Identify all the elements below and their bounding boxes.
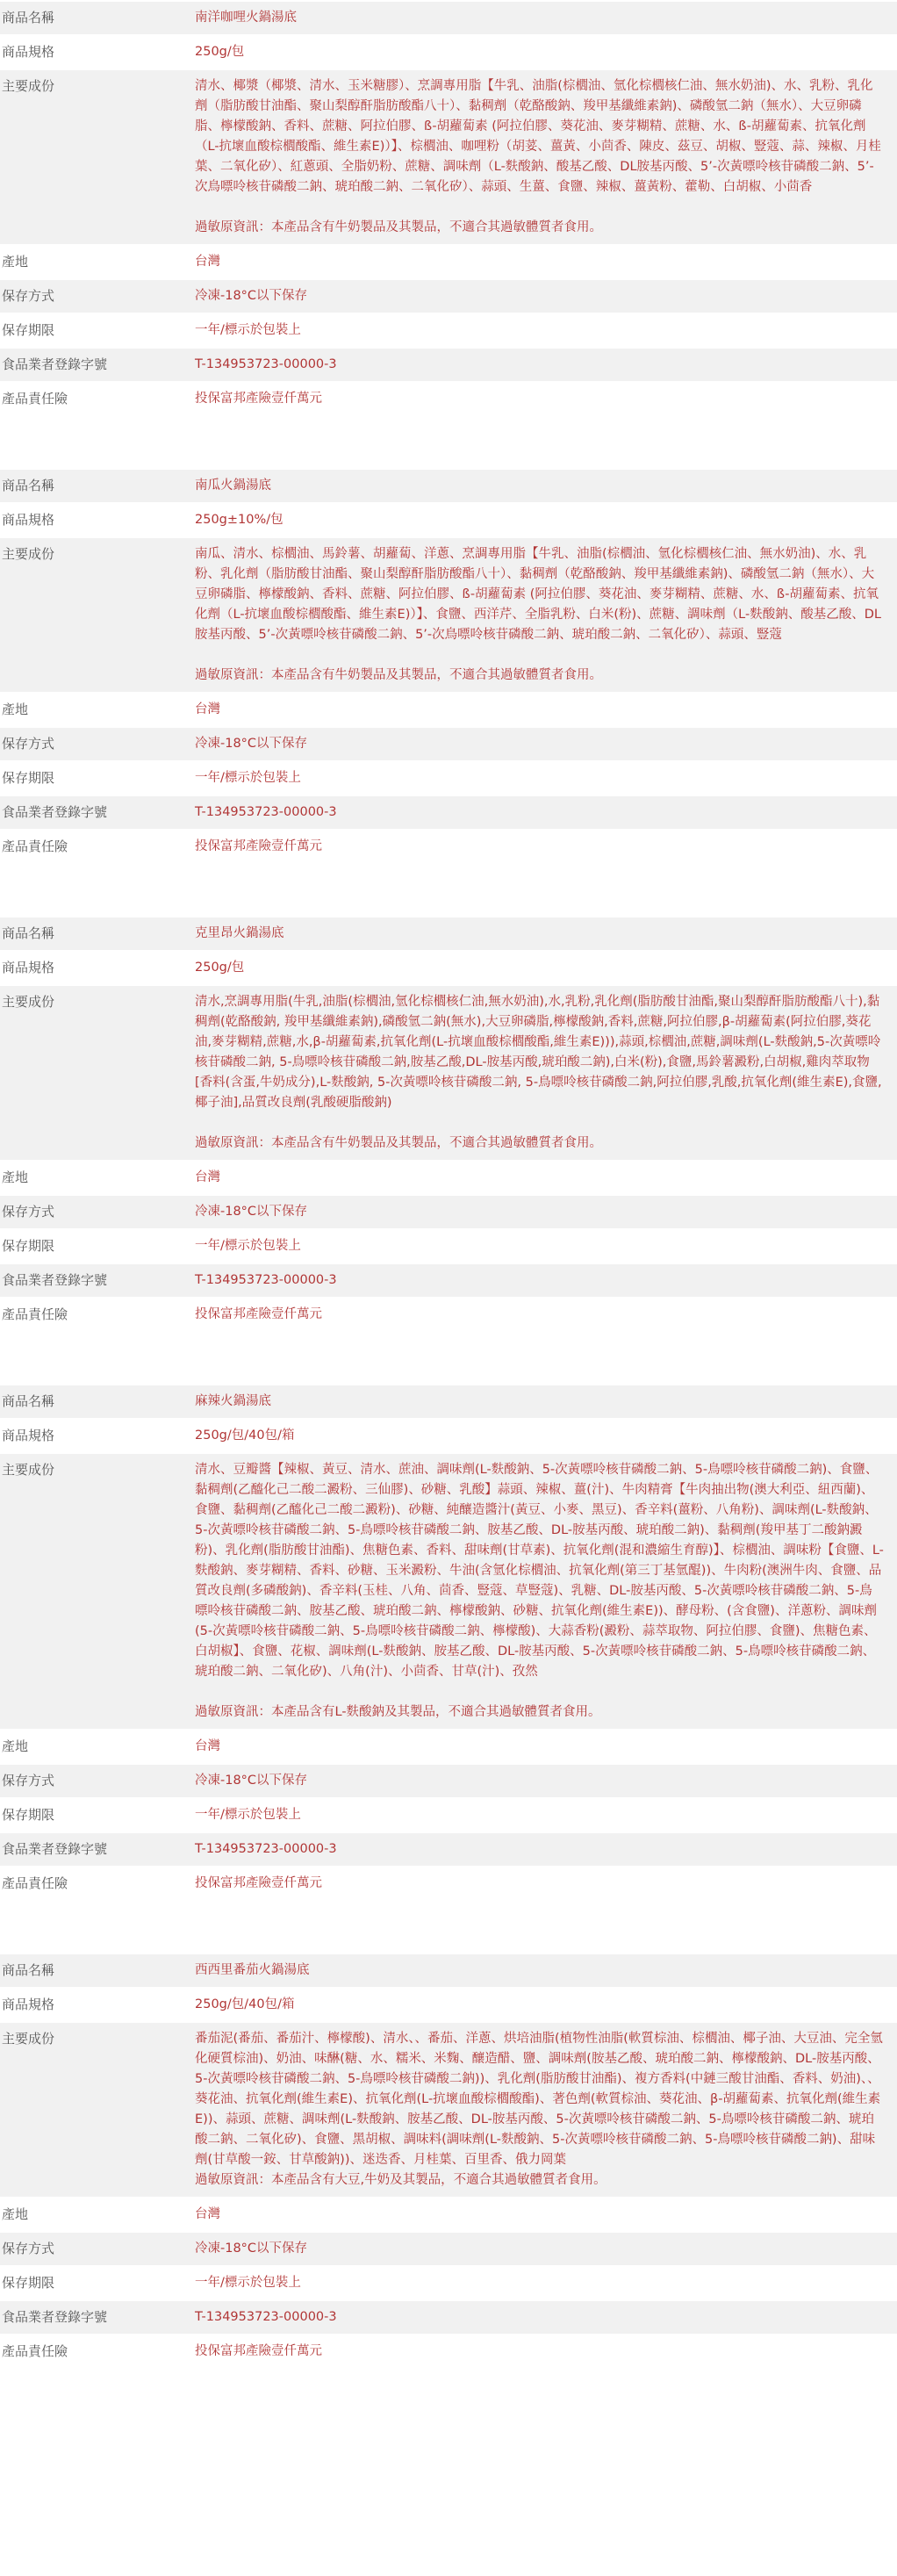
allergen-text: 過敏原資訊：本產品含有大豆,牛奶及其製品，不適合其過敏體質者食用。	[195, 2173, 606, 2187]
row-spec	[0, 1989, 897, 2023]
value-storage: 冷凍-18°C以下保存	[195, 1774, 308, 1788]
value-storage: 冷凍-18°C以下保存	[195, 289, 308, 303]
row-registration	[0, 796, 897, 831]
label-origin: 產地	[2, 1738, 29, 1754]
value-origin: 台灣	[195, 255, 220, 269]
value-storage: 冷凍-18°C以下保存	[195, 2241, 308, 2256]
row-ingredients	[0, 2023, 897, 2198]
value-ingredients	[195, 986, 897, 1160]
ingredients-text: 番茄泥(番茄、番茄汁、檸檬酸)、清水、、番茄、洋蔥、烘培油脂(植物性油脂(軟質棕油、棕櫚油、椰子油、大豆油、完全氫化硬質棕油)、奶油、味醂(糖、水、糯米、米麴、釀造醋、鹽、調味劑(胺基乙酸、琥珀酸二鈉、檸檬酸鈉、DL-胺基丙酸、5-次黃嘌呤核苷磷酸二鈉、5-鳥嘌呤核苷磷酸二鈉))、乳化劑(脂肪酸甘油酯)、複方香料(中鏈三酸甘油酯、香料、奶油)、、葵花油、抗氧化劑(維生素E)、抗氧化劑(L-抗壞血酸棕櫚酸酯)、著色劑(軟質棕油、葵花油、β-胡蘿蔔素、抗氧化劑(維生素E))、蒜頭、蔗糖、調味劑(L-麩酸鈉、胺基乙酸、DL-胺基丙酸、5-次黃嘌呤核苷磷酸二鈉、5-鳥嘌呤核苷磷酸二鈉、琥珀酸二鈉、二氧化矽)、食鹽、黑胡椒、調味料(調味劑(L-麩酸鈉、5-次黃嘌呤核苷磷酸二鈉、5-鳥嘌呤核苷磷酸二鈉)、甜味劑(甘草酸一銨、甘草酸鈉))、迷迭香、月桂葉、百里香、俄力岡葉	[195, 2032, 883, 2167]
label-shelf-life: 保存期限	[2, 770, 55, 786]
label-ingredients: 主要成份	[2, 994, 55, 1010]
row-insurance	[0, 2335, 897, 2370]
row-storage	[0, 1196, 897, 1230]
row-shelf-life	[0, 1799, 897, 1833]
value-name: 南洋咖哩火鍋湯底	[195, 11, 297, 25]
value-insurance: 投保富邦產險壹仟萬元	[195, 1876, 322, 1890]
row-shelf-life	[0, 314, 897, 349]
label-name: 商品名稱	[2, 1962, 55, 1978]
label-storage: 保存方式	[2, 1204, 55, 1220]
label-origin: 產地	[2, 2206, 29, 2222]
label-shelf-life: 保存期限	[2, 1238, 55, 1254]
row-ingredients	[0, 538, 897, 694]
row-origin	[0, 1162, 897, 1196]
label-registration: 食品業者登錄字號	[2, 2309, 108, 2325]
value-ingredients	[195, 538, 897, 692]
row-spec	[0, 504, 897, 538]
ingredients-text: 清水,烹調專用脂(牛乳,油脂(棕櫚油,氫化棕櫚核仁油,無水奶油),水,乳粉,乳化劑(脂肪酸甘油酯,聚山梨醇酐脂肪酸酯八十),黏稠劑(乾酪酸鈉, 羧甲基纖維素鈉),磷酸氫二鈉(無水),大豆卵磷脂,檸檬酸鈉,香料,蔗糖,阿拉伯膠,β-胡蘿蔔素(阿拉伯膠,葵花油,麥芽糊精,蔗糖,水,β-胡蘿蔔素,抗氧化劑(L-抗壞血酸棕櫚酸酯,維生素E))),蒜頭,棕櫚油,蔗糖,調味劑(L-麩酸鈉,5-次黃嘌呤核苷磷酸二鈉, 5-鳥嘌呤核苷磷酸二鈉,胺基乙酸,DL-胺基丙酸,琥珀酸二鈉),白米(粉),食鹽,馬鈴薯澱粉,白胡椒,雞肉萃取物[香料(含蛋,牛奶成分),L-麩酸鈉, 5-次黃嘌呤核苷磷酸二鈉, 5-鳥嘌呤核苷磷酸二鈉,阿拉伯膠,乳酸,抗氧化劑(維生素E),食鹽,椰子油],品質改良劑(乳酸硬脂酸鈉)	[195, 995, 882, 1110]
row-name	[0, 1385, 897, 1420]
label-registration: 食品業者登錄字號	[2, 804, 108, 820]
row-storage	[0, 2233, 897, 2267]
label-spec: 商品規格	[2, 512, 55, 528]
label-storage: 保存方式	[2, 736, 55, 752]
row-origin	[0, 694, 897, 728]
row-origin	[0, 2198, 897, 2233]
label-storage: 保存方式	[2, 288, 55, 304]
row-spec	[0, 36, 897, 70]
ingredients-text: 清水、椰漿（椰漿、清水、玉米糖膠）、烹調專用脂【牛乳、油脂(棕櫚油、氫化棕櫚核仁油、無水奶油)、水、乳粉、乳化劑（脂肪酸甘油酯、聚山梨醇酐脂肪酸酯八十）、黏稠劑（乾酪酸鈉、羧甲基纖維素鈉)、磷酸氫二鈉（無水）、大豆卵磷脂、檸檬酸鈉、香料、蔗糖、阿拉伯膠、ß-胡蘿蔔素 (阿拉伯膠、葵花油、麥芽糊精、蔗糖、水、ß-胡蘿蔔素、抗氧化劑（L-抗壞血酸棕櫚酸酯、維生素E)）】、棕櫚油、咖哩粉（胡荽、薑黃、小茴香、陳皮、茲豆、胡椒、豎蔻、蒜、辣椒、月桂葉、二氧化矽）、紅蔥頭、全脂奶粉、蔗糖、調味劑（L-麩酸鈉、酸基乙酸、DL胺基丙酸、5’-次黃嘌呤核苷磷酸二鈉、5’-次鳥嘌呤核苷磷酸二鈉、琥珀酸二鈉、二氧化矽）、蒜頭、生薑、食鹽、辣椒、薑黃粉、藿勒、白胡椒、小茴香	[195, 79, 881, 194]
label-ingredients: 主要成份	[2, 1462, 55, 1478]
label-insurance: 產品責任險	[2, 1875, 68, 1891]
value-spec: 250g/包/40包/箱	[195, 1997, 295, 2011]
value-ingredients	[195, 70, 897, 244]
label-spec: 商品規格	[2, 1997, 55, 2012]
value-shelf-life: 一年/標示於包裝上	[195, 2276, 301, 2290]
label-registration: 食品業者登錄字號	[2, 1841, 108, 1857]
row-ingredients	[0, 70, 897, 246]
product-table	[0, 1385, 897, 1902]
value-shelf-life: 一年/標示於包裝上	[195, 1239, 301, 1253]
value-spec: 250g±10%/包	[195, 513, 283, 527]
label-insurance: 產品責任險	[2, 391, 68, 407]
label-registration: 食品業者登錄字號	[2, 356, 108, 372]
label-shelf-life: 保存期限	[2, 322, 55, 338]
value-registration: T-134953723-00000-3	[195, 357, 337, 371]
row-insurance	[0, 1299, 897, 1333]
ingredients-text: 清水、豆瓣醬【辣椒、黃豆、清水、蔗油、調味劑(L-麩酸鈉、5-次黃嘌呤核苷磷酸二鈉、5-鳥嘌呤核苷磷酸二鈉)、食鹽、黏稠劑(乙醯化己二酸二澱粉、三仙膠)、砂糖、乳酸】蒜頭、辣椒、薑(汁)、牛肉精膏【牛肉抽出物(澳大利亞、紐西蘭)、食鹽、黏稠劑(乙醯化己二酸二澱粉)、砂糖、純釀造醬汁(黃豆、小麥、黑豆)、香辛料(薑粉、八角粉)、調味劑(L-麩酸鈉、5-次黃嘌呤核苷磷酸二鈉、5-鳥嘌呤核苷磷酸二鈉、胺基乙酸、DL-胺基丙酸、琥珀酸二鈉)、黏稠劑(羧甲基丁二酸鈉澱粉)、乳化劑(脂肪酸甘油酯)、焦糖色素、香料、甜味劑(甘草素)、抗氧化劑(混和濃縮生育醇)】、棕櫚油、調味粉【食鹽、L-麩酸鈉、麥芽糊精、香料、砂糖、玉米澱粉、牛油(含氫化棕櫚油、抗氧化劑(第三丁基氫醌))、牛肉粉(澳洲牛肉、食鹽、品質改良劑(多磷酸鈉)、香辛料(玉桂、八角、茴香、豎蔻、草豎蔻)、乳糖、DL-胺基丙酸、5-次黃嘌呤核苷磷酸二鈉、5-鳥嘌呤核苷磷酸二鈉、胺基乙酸、琥珀酸二鈉、檸檬酸鈉、砂糖、抗氧化劑(維生素E))、酵母粉、(含食鹽)、洋蔥粉、調味劑(5-次黃嘌呤核苷磷酸二鈉、5-鳥嘌呤核苷磷酸二鈉、檸檬酸)、大蒜香粉(澱粉、蒜萃取物、阿拉伯膠、食鹽)、焦糖色素、白胡椒】、食鹽、花椒、調味劑(L-麩酸鈉、胺基乙酸、DL-胺基丙酸、5-次黃嘌呤核苷磷酸二鈉、5-鳥嘌呤核苷磷酸二鈉、琥珀酸二鈉、二氧化矽)、八角(汁)、小茴香、甘草(汁)、孜然	[195, 1463, 884, 1679]
label-spec: 商品規格	[2, 1428, 55, 1443]
label-shelf-life: 保存期限	[2, 2275, 55, 2291]
value-spec: 250g/包/40包/箱	[195, 1428, 295, 1443]
value-name: 西西里番茄火鍋湯底	[195, 1963, 310, 1977]
row-spec	[0, 952, 897, 986]
row-insurance	[0, 831, 897, 865]
label-spec: 商品規格	[2, 44, 55, 60]
allergen-text: 過敏原資訊：本產品含有L-麩酸鈉及其製品，不適合其過敏體質者食用。	[195, 1705, 601, 1719]
label-ingredients: 主要成份	[2, 2031, 55, 2047]
label-registration: 食品業者登錄字號	[2, 1272, 108, 1288]
value-spec: 250g/包	[195, 961, 245, 975]
value-insurance: 投保富邦產險壹仟萬元	[195, 1307, 322, 1321]
value-ingredients	[195, 1454, 897, 1729]
value-origin: 台灣	[195, 1739, 220, 1753]
value-registration: T-134953723-00000-3	[195, 2310, 337, 2324]
label-name: 商品名稱	[2, 925, 55, 941]
row-registration	[0, 349, 897, 383]
row-origin	[0, 1731, 897, 1765]
value-insurance: 投保富邦產險壹仟萬元	[195, 392, 322, 406]
value-shelf-life: 一年/標示於包裝上	[195, 323, 301, 337]
row-shelf-life	[0, 2267, 897, 2301]
label-spec: 商品規格	[2, 960, 55, 975]
value-ingredients	[195, 2023, 897, 2197]
allergen-text: 過敏原資訊：本產品含有牛奶製品及其製品，不適合其過敏體質者食用。	[195, 220, 602, 234]
value-spec: 250g/包	[195, 45, 245, 59]
value-registration: T-134953723-00000-3	[195, 805, 337, 819]
product-table	[0, 2, 897, 417]
label-insurance: 產品責任險	[2, 1306, 68, 1322]
product-table	[0, 470, 897, 865]
row-registration	[0, 1264, 897, 1299]
row-name	[0, 470, 897, 504]
row-ingredients	[0, 986, 897, 1162]
row-shelf-life	[0, 1230, 897, 1264]
row-insurance	[0, 383, 897, 417]
value-origin: 台灣	[195, 2207, 220, 2221]
label-insurance: 產品責任險	[2, 838, 68, 854]
row-shelf-life	[0, 762, 897, 796]
value-shelf-life: 一年/標示於包裝上	[195, 771, 301, 785]
value-origin: 台灣	[195, 1170, 220, 1184]
label-ingredients: 主要成份	[2, 546, 55, 562]
row-name	[0, 1954, 897, 1989]
row-registration	[0, 1833, 897, 1867]
row-origin	[0, 246, 897, 280]
value-name: 南瓜火鍋湯底	[195, 479, 271, 493]
label-origin: 產地	[2, 702, 29, 717]
row-name	[0, 2, 897, 36]
value-registration: T-134953723-00000-3	[195, 1273, 337, 1287]
row-ingredients	[0, 1454, 897, 1731]
value-insurance: 投保富邦產險壹仟萬元	[195, 2344, 322, 2358]
label-ingredients: 主要成份	[2, 78, 55, 94]
ingredients-text: 南瓜、清水、棕櫚油、馬鈴薯、胡蘿蔔、洋蔥、烹調專用脂【牛乳、油脂(棕櫚油、氫化棕櫚核仁油、無水奶油)、水、乳粉、乳化劑（脂肪酸甘油酯、聚山梨醇酐脂肪酸酯八十）、黏稠劑（乾酪酸鈉、羧甲基纖維素鈉)、磷酸氫二鈉（無水）、大豆卵磷脂、檸檬酸鈉、香料、蔗糖、阿拉伯膠、ß-胡蘿蔔素 (阿拉伯膠、葵花油、麥芽糊精、蔗糖、水、ß-胡蘿蔔素、抗氧化劑（L-抗壞血酸棕櫚酸酯、維生素E)）】、食鹽、西洋芹、全脂乳粉、白米(粉)、蔗糖、調味劑（L-麩酸鈉、酸基乙酸、DL胺基丙酸、5’-次黃嘌呤核苷磷酸二鈉、5’-次鳥嘌呤核苷磷酸二鈉、琥珀酸二鈉、二氧化矽）、蒜頭、豎蔻	[195, 547, 881, 642]
label-storage: 保存方式	[2, 1773, 55, 1788]
value-registration: T-134953723-00000-3	[195, 1842, 337, 1856]
label-origin: 產地	[2, 254, 29, 270]
value-shelf-life: 一年/標示於包裝上	[195, 1808, 301, 1822]
allergen-text: 過敏原資訊：本產品含有牛奶製品及其製品，不適合其過敏體質者食用。	[195, 1136, 602, 1150]
label-shelf-life: 保存期限	[2, 1807, 55, 1823]
row-storage	[0, 280, 897, 314]
label-insurance: 產品責任險	[2, 2343, 68, 2359]
row-name	[0, 917, 897, 952]
value-insurance: 投保富邦產險壹仟萬元	[195, 839, 322, 853]
label-name: 商品名稱	[2, 10, 55, 25]
label-name: 商品名稱	[2, 1393, 55, 1409]
value-name: 克里昂火鍋湯底	[195, 926, 284, 940]
row-insurance	[0, 1867, 897, 1902]
row-storage	[0, 1765, 897, 1799]
label-storage: 保存方式	[2, 2241, 55, 2256]
row-registration	[0, 2301, 897, 2335]
value-name: 麻辣火鍋湯底	[195, 1394, 271, 1408]
allergen-text: 過敏原資訊：本產品含有牛奶製品及其製品，不適合其過敏體質者食用。	[195, 668, 602, 682]
value-storage: 冷凍-18°C以下保存	[195, 737, 308, 751]
product-table	[0, 1954, 897, 2370]
label-origin: 產地	[2, 1169, 29, 1185]
row-spec	[0, 1420, 897, 1454]
value-origin: 台灣	[195, 702, 220, 716]
label-name: 商品名稱	[2, 478, 55, 493]
product-table	[0, 917, 897, 1333]
value-storage: 冷凍-18°C以下保存	[195, 1205, 308, 1219]
row-storage	[0, 728, 897, 762]
